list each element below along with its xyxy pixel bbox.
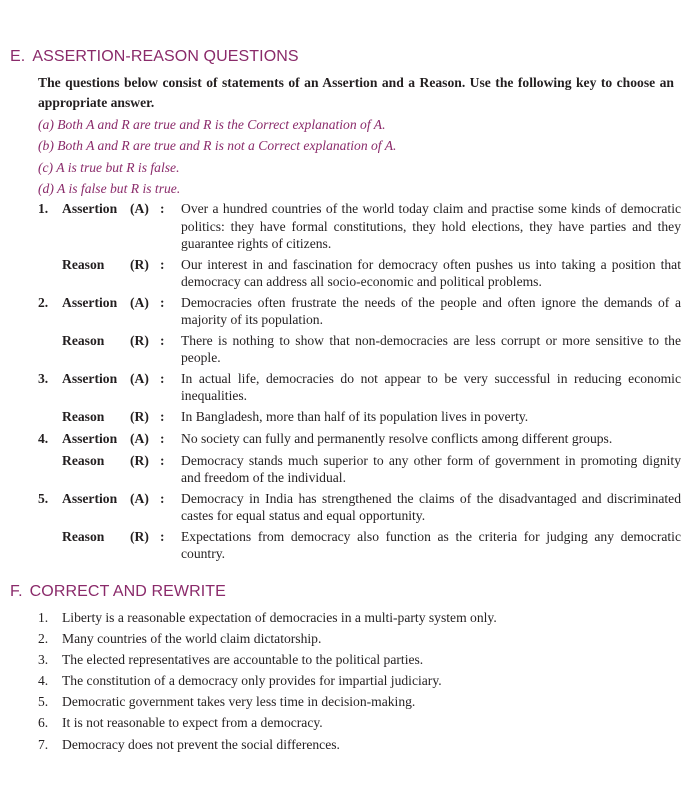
rewrite-item (38, 691, 497, 712)
assertion-code: (A) (130, 294, 149, 310)
item-number: 6. (38, 715, 49, 731)
assertion-code: (A) (130, 201, 149, 216)
colon: : (160, 201, 165, 216)
item-number: 7. (38, 736, 49, 752)
assertion-text: In actual life, democracies do not appear to be very successful in reducing economic inequalities. (181, 370, 681, 403)
section-f-title: CORRECT AND REWRITE (29, 583, 226, 600)
colon: : (160, 430, 165, 446)
reason-text: In Bangladesh, more than half of its population lives in poverty. (181, 408, 529, 424)
reason-text: Expectations from democracy also function as the criteria for judging any democratic country. (181, 528, 681, 561)
section-e-heading (10, 48, 299, 66)
assertion-label: Assertion (62, 201, 118, 216)
reason-code: (R) (130, 332, 149, 348)
assertion-label: Assertion (62, 490, 118, 506)
reason-code: (R) (130, 528, 149, 544)
item-text: It is not reasonable to expect from a democracy. (62, 715, 323, 731)
colon: : (160, 370, 165, 386)
assertion-code: (A) (130, 370, 149, 386)
colon: : (160, 452, 165, 468)
section-e-instructions: The questions below consist of statements of an Assertion and a Reason. Use the following key to choose an appropriate answer. (38, 75, 674, 110)
reason-label: Reason (62, 452, 105, 468)
reason-code: (R) (130, 408, 149, 424)
colon: : (160, 528, 165, 544)
question-number: 4. (38, 430, 49, 446)
assertion-text: Over a hundred countries of the world today claim and practise some kinds of democratic politics: they have formal constitutions, they hold elections, they have parties and they guarantee rights of citizens. (181, 201, 681, 251)
reason-text: Democracy stands much superior to any other form of government in promoting dignity and freedom of the individual. (181, 452, 681, 485)
assertion-text: No society can fully and permanently resolve conflicts among different groups. (181, 430, 613, 446)
question-4-reason (0, 452, 683, 487)
item-text: The elected representatives are accountable to the political parties. (62, 652, 424, 668)
question-2-reason (0, 332, 683, 367)
answer-key-b: (b) Both A and R are true and R is not a Correct explanation of A. (38, 138, 397, 154)
reason-label: Reason (62, 408, 105, 424)
assertion-text: Democracy in India has strengthened the claims of the disadvantaged and discriminated castes for equal status and equal opportunity. (181, 490, 681, 523)
question-4-assertion (0, 430, 683, 449)
reason-code: (R) (130, 452, 149, 468)
colon: : (160, 408, 165, 424)
item-text: Democratic government takes very less time in decision-making. (62, 694, 416, 710)
question-3-reason (0, 408, 683, 427)
colon: : (160, 256, 165, 272)
rewrite-item (38, 712, 497, 733)
question-number: 3. (38, 370, 49, 386)
question-5-assertion (0, 490, 683, 525)
colon: : (160, 490, 165, 506)
question-number: 1. (38, 201, 49, 216)
assertion-text: Democracies often frustrate the needs of the people and often ignore the demands of a majority of its population. (181, 294, 681, 327)
colon: : (160, 332, 165, 348)
item-number: 1. (38, 610, 49, 625)
section-e-title: ASSERTION-REASON QUESTIONS (32, 48, 299, 65)
question-5-reason (0, 528, 683, 563)
answer-key-list (38, 114, 396, 199)
section-f-letter: F. (10, 583, 23, 600)
assertion-code: (A) (130, 430, 149, 446)
reason-text: Our interest in and fascination for democracy often pushes us into taking a position that democracy can address all socio-economic and political problems. (181, 256, 681, 289)
question-1-reason (0, 256, 683, 291)
rewrite-item (38, 734, 497, 755)
item-number: 2. (38, 631, 49, 647)
question-1-assertion (0, 200, 683, 253)
item-text: Democracy does not prevent the social differences. (62, 736, 340, 752)
assertion-label: Assertion (62, 370, 118, 386)
assertion-label: Assertion (62, 430, 118, 446)
answer-key-c: (c) A is true but R is false. (38, 159, 180, 175)
item-text: Liberty is a reasonable expectation of democracies in a multi-party system only. (62, 610, 497, 625)
rewrite-item (38, 607, 497, 628)
item-text: The constitution of a democracy only provides for impartial judiciary. (62, 673, 442, 689)
question-2-assertion (0, 294, 683, 329)
answer-key-d: (d) A is false but R is true. (38, 180, 181, 196)
item-text: Many countries of the world claim dictatorship. (62, 631, 322, 647)
answer-key-a: (a) Both A and R are true and R is the Correct explanation of A. (38, 117, 386, 132)
reason-label: Reason (62, 256, 105, 272)
question-3-assertion (0, 370, 683, 405)
reason-label: Reason (62, 528, 105, 544)
assertion-code: (A) (130, 490, 149, 506)
assertion-label: Assertion (62, 294, 118, 310)
colon: : (160, 294, 165, 310)
section-f-heading (10, 583, 226, 601)
section-e-letter: E. (10, 48, 26, 65)
item-number: 4. (38, 673, 49, 689)
rewrite-item (38, 649, 497, 670)
rewrite-item (38, 670, 497, 691)
reason-text: There is nothing to show that non-democracies are less corrupt or more sensitive to the people. (181, 332, 681, 365)
reason-label: Reason (62, 332, 105, 348)
item-number: 5. (38, 694, 49, 710)
item-number: 3. (38, 652, 49, 668)
rewrite-item (38, 628, 497, 649)
correct-rewrite-list (38, 607, 497, 755)
question-number: 2. (38, 294, 49, 310)
assertion-reason-list (0, 200, 683, 563)
question-number: 5. (38, 490, 49, 506)
reason-code: (R) (130, 256, 149, 272)
